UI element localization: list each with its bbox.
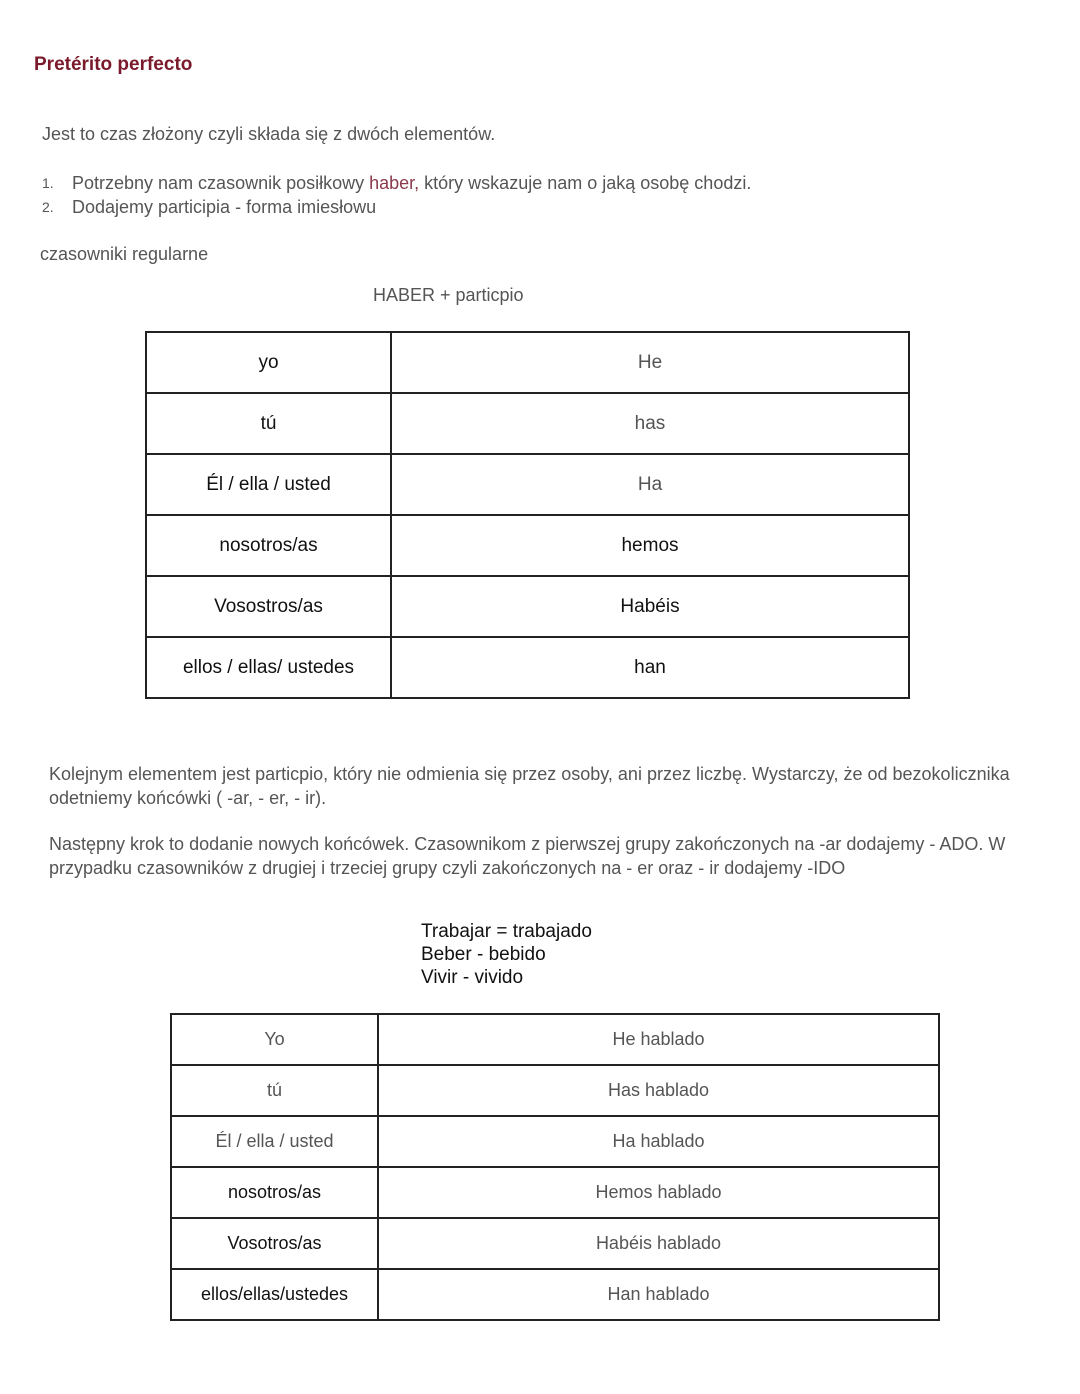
subheading: czasowniki regularne xyxy=(40,244,209,264)
person-cell: tú xyxy=(171,1065,378,1116)
table-row xyxy=(171,1065,939,1116)
steps-list xyxy=(42,171,751,219)
table-row xyxy=(146,332,909,393)
table-row xyxy=(146,393,909,454)
person-cell: Yo xyxy=(171,1014,378,1065)
example-line: Trabajar = trabajado xyxy=(421,921,592,942)
person-cell: nosotros/as xyxy=(171,1167,378,1218)
form-cell: Has hablado xyxy=(378,1065,939,1116)
list-number: 2. xyxy=(42,199,54,215)
form-cell: hemos xyxy=(391,515,909,576)
example-line: Vivir - vivido xyxy=(421,967,524,988)
table-row xyxy=(171,1014,939,1065)
person-cell: yo xyxy=(146,332,391,393)
form-cell: Han hablado xyxy=(607,1284,710,1304)
person-cell: Vosotros/as xyxy=(171,1218,378,1269)
person-cell: nosotros/as xyxy=(146,515,391,576)
list-item xyxy=(42,171,751,195)
form-cell: Ha hablado xyxy=(378,1116,939,1167)
table-row xyxy=(146,454,909,515)
examples-block xyxy=(421,920,592,989)
person-cell: ellos / ellas/ ustedes xyxy=(146,637,391,698)
form-cell: Habéis xyxy=(391,576,909,637)
paragraph-endings: Następny krok to dodanie nowych końcówek. Czasownikom z pierwszej grupy zakończonych na -ar dodajemy - ADO. W przypadku czasowników z drugiej i trzeciej grupy czyli zakończonych na - er oraz - ir dodajemy -IDO xyxy=(49,834,1006,878)
table-row xyxy=(171,1269,939,1320)
step-highlight: haber, xyxy=(369,173,420,193)
person-cell: Él / ella / usted xyxy=(171,1116,378,1167)
form-cell: Habéis hablado xyxy=(378,1218,939,1269)
step-text-after: który wskazuje nam o jaką osobę chodzi. xyxy=(419,173,752,193)
form-cell: han xyxy=(634,656,666,678)
example-line: Beber - bebido xyxy=(421,944,546,965)
form-cell: He xyxy=(391,332,909,393)
form-cell: has xyxy=(391,393,909,454)
formula: HABER + particpio xyxy=(373,285,524,305)
table-row xyxy=(146,515,909,576)
paragraph-participio: Kolejnym elementem jest particpio, który nie odmienia się przez osoby, ani przez liczbę. Wystarczy, że od bezokolicznika odetniemy końcówki ( -ar, - er, - ir). xyxy=(49,764,1010,808)
step-text: Dodajemy participia - forma imiesłowu xyxy=(72,197,377,217)
form-cell: Hemos hablado xyxy=(378,1167,939,1218)
form-cell: Ha xyxy=(391,454,909,515)
table-row xyxy=(171,1116,939,1167)
page-title: Pretérito perfecto xyxy=(34,54,193,75)
table-row xyxy=(171,1167,939,1218)
form-cell: He hablado xyxy=(378,1014,939,1065)
list-number: 1. xyxy=(42,175,54,191)
table-row xyxy=(171,1218,939,1269)
intro-text: Jest to czas złożony czyli składa się z dwóch elementów. xyxy=(42,124,496,144)
haber-conjugation-table xyxy=(145,331,910,699)
person-cell: ellos/ellas/ustedes xyxy=(171,1269,378,1320)
step-text: Potrzebny nam czasownik posiłkowy xyxy=(72,173,370,193)
hablar-conjugation-table xyxy=(170,1013,940,1321)
person-cell: Vosostros/as xyxy=(146,576,391,637)
person-cell: Él / ella / usted xyxy=(146,454,391,515)
table-row xyxy=(146,576,909,637)
list-item xyxy=(42,195,751,219)
table-row xyxy=(146,637,909,698)
person-cell: tú xyxy=(146,393,391,454)
